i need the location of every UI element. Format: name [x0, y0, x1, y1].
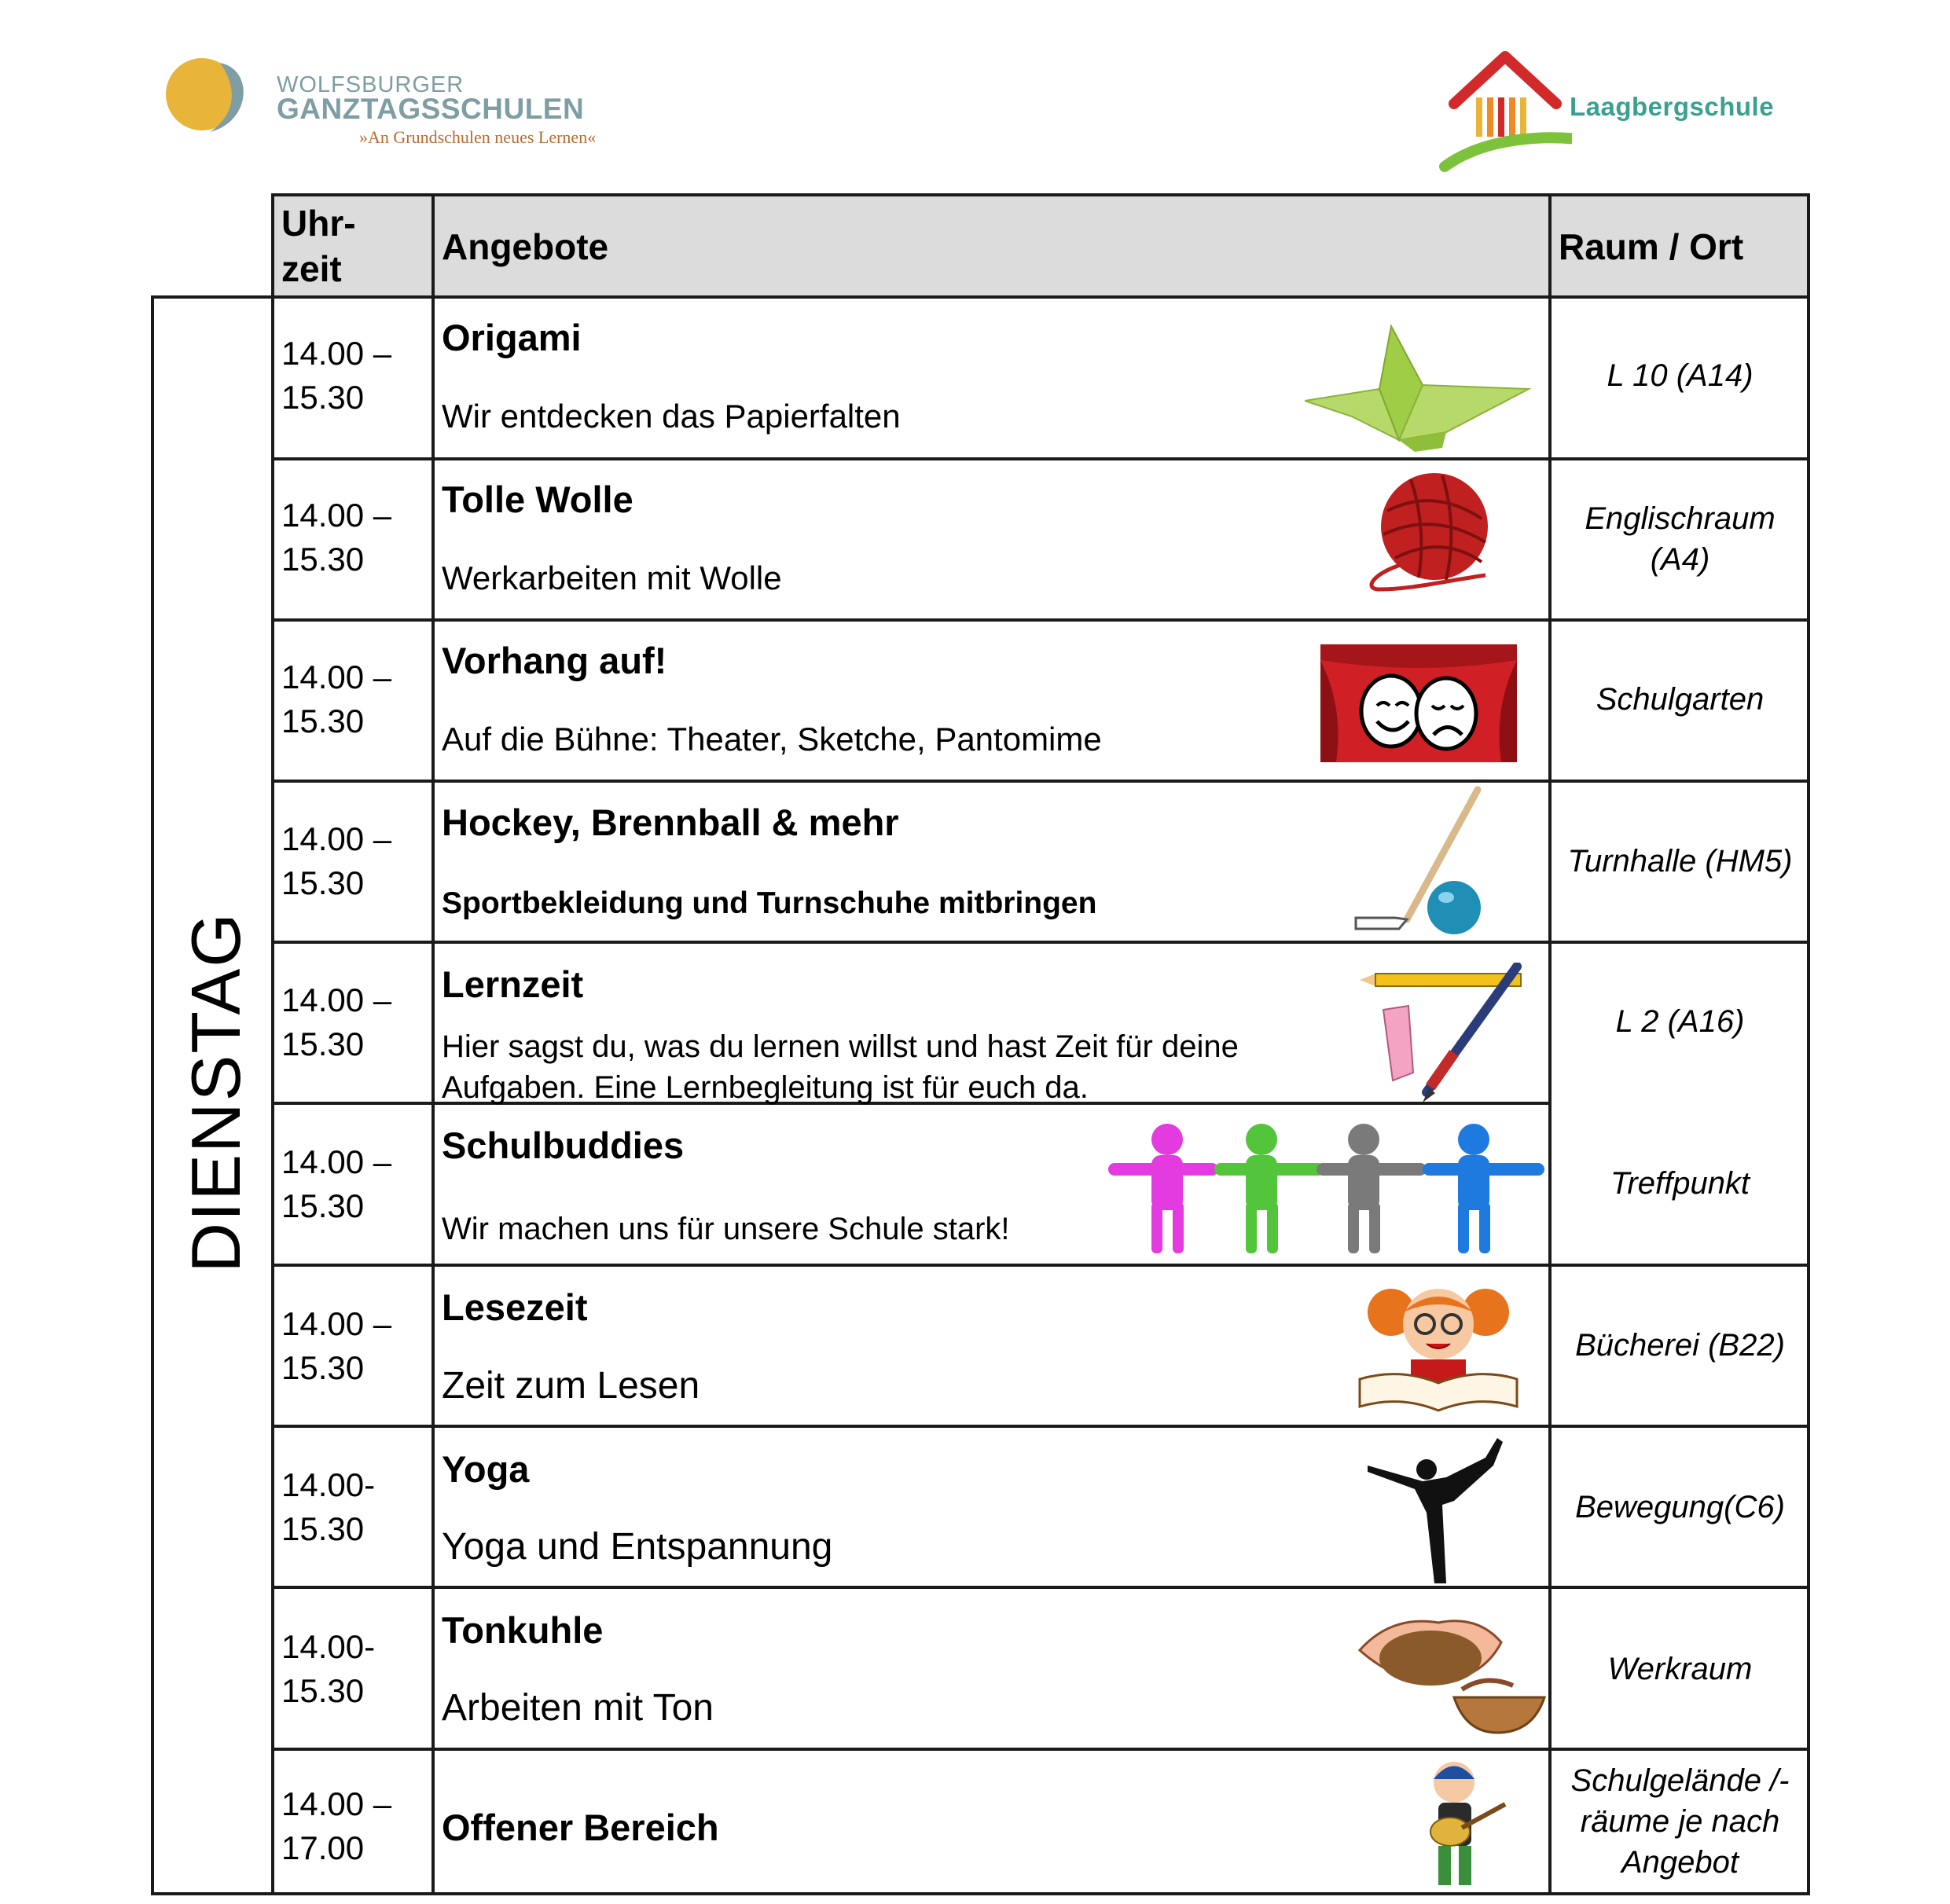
logo-line2: GANZTAGSSCHULEN — [277, 93, 585, 125]
row-description: Hier sagst du, was du lernen willst und hast Zeit für deine — [442, 1029, 1239, 1064]
row-time: 14.00 – 17.00 — [281, 1785, 392, 1866]
laagbergschule-logo — [1438, 49, 1808, 182]
row-room: Werkraum — [1607, 1652, 1753, 1686]
row-description: Sportbekleidung und Turnschuhe mitbringen — [442, 886, 1097, 920]
row-room: Bewegung(C6) — [1575, 1490, 1785, 1524]
school-house-icon — [1438, 49, 1572, 182]
row-room: Bücherei (B22) — [1575, 1328, 1785, 1363]
origami-crane-icon — [1305, 322, 1533, 452]
hockey-stick-ball-icon — [1352, 786, 1493, 939]
row-title: Offener Bereich — [442, 1807, 719, 1848]
day-label: DIENSTAG — [177, 912, 255, 1273]
yoga-pose-icon — [1368, 1434, 1509, 1587]
row-room: Englischraum (A4) — [1585, 501, 1776, 577]
row-description: Werkarbeiten mit Wolle — [442, 559, 782, 596]
logo-tagline: »An Grundschulen neues Lernen« — [359, 127, 597, 147]
row-time: 14.00- 15.30 — [281, 1628, 376, 1709]
row-title: Lesezeit — [442, 1286, 588, 1328]
header-time: Uhr- zeit — [281, 203, 356, 289]
theater-masks-icon — [1320, 644, 1517, 762]
wolfsburger-ganztagsschulen-logo — [161, 55, 672, 149]
pencil-eraser-pen-icon — [1360, 963, 1533, 1104]
guitar-kid-icon — [1407, 1757, 1509, 1891]
header-room: Raum / Ort — [1559, 226, 1744, 267]
yarn-ball-icon — [1356, 471, 1489, 597]
row-title: Origami — [442, 317, 582, 358]
row-description: Wir entdecken das Papierfalten — [442, 398, 901, 435]
people-chain-icon — [1108, 1116, 1548, 1261]
row-description: Zeit zum Lesen — [442, 1365, 700, 1407]
clay-hands-icon — [1344, 1603, 1548, 1737]
row-description: Auf die Bühne: Theater, Sketche, Pantomime — [442, 721, 1102, 758]
row-time: 14.00 – 15.30 — [281, 659, 392, 739]
row-title: Vorhang auf! — [442, 640, 667, 681]
logo-line1: WOLFSBURGER — [277, 72, 465, 97]
row-time: 14.00 – 15.30 — [281, 335, 392, 416]
row-title: Schulbuddies — [442, 1124, 685, 1166]
row-room: L 2 (A16) — [1615, 1004, 1745, 1039]
row-time: 14.00 – 15.30 — [281, 981, 392, 1062]
row-room: Treffpunkt — [1610, 1166, 1750, 1201]
row-title: Lernzeit — [442, 963, 584, 1005]
row-room: Turnhalle (HM5) — [1567, 844, 1793, 879]
school-name: Laagbergschule — [1570, 92, 1775, 121]
row-time: 14.00 – 15.30 — [281, 1143, 392, 1224]
header-offer: Angebote — [442, 226, 609, 267]
row-time: 14.00 – 15.30 — [281, 497, 392, 578]
row-title: Tonkuhle — [442, 1609, 604, 1651]
row-room: Schulgarten — [1596, 682, 1765, 717]
row-room: Schulgelände /- räume je nach Angebot — [1570, 1763, 1790, 1880]
row-title: Hockey, Brennball & mehr — [442, 802, 899, 843]
row-description-line2: Aufgaben. Eine Lernbegleitung ist für euch da. — [442, 1070, 1089, 1105]
row-time: 14.00- 15.30 — [281, 1466, 376, 1547]
logo-mark-icon — [161, 55, 255, 134]
row-room: L 10 (A14) — [1607, 358, 1754, 393]
row-description: Wir machen uns für unsere Schule stark! — [442, 1212, 1010, 1246]
row-description: Arbeiten mit Ton — [442, 1687, 714, 1729]
row-description: Yoga und Entspannung — [442, 1526, 833, 1568]
row-title: Tolle Wolle — [442, 479, 633, 520]
row-time: 14.00 – 15.30 — [281, 820, 392, 901]
row-time: 14.00 – 15.30 — [281, 1305, 392, 1386]
reading-girl-icon — [1356, 1281, 1521, 1414]
row-title: Yoga — [442, 1448, 530, 1490]
